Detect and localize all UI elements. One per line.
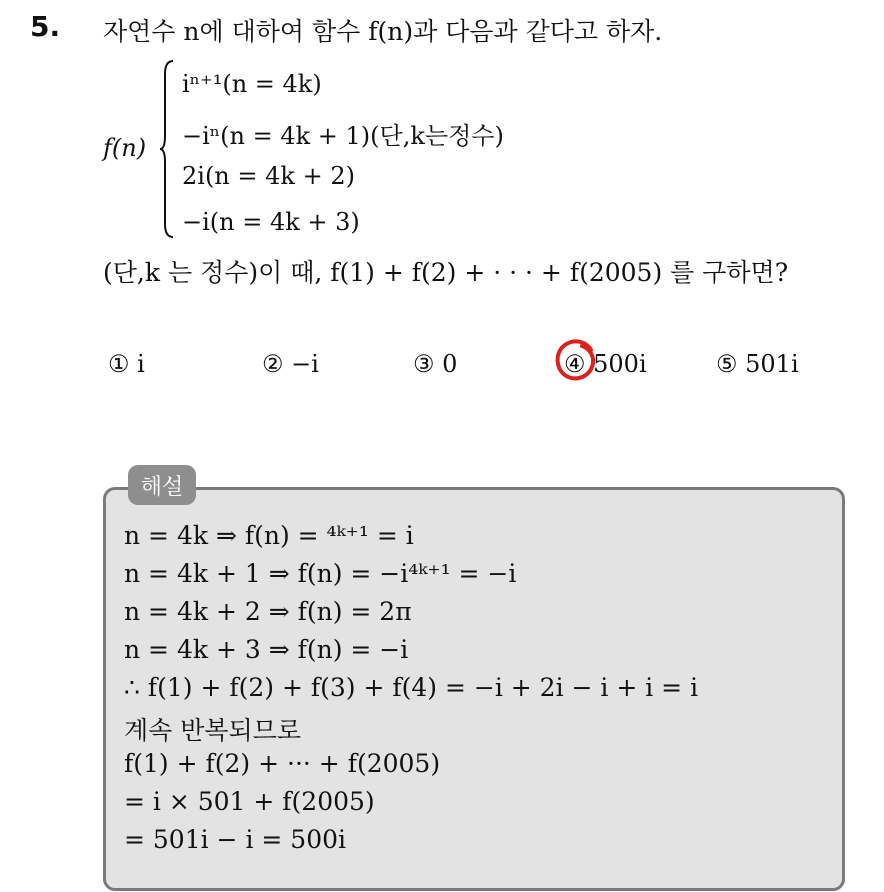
case-line: 2i(n = 4k + 2) <box>182 162 355 190</box>
case-line: −iⁿ(n = 4k + 1)(단,k는정수) <box>182 122 504 150</box>
solution-line: n = 4k + 2 ⇒ f(n) = 2π <box>124 597 412 626</box>
choice-1[interactable]: ① i <box>108 350 145 378</box>
choice-5[interactable]: ⑤ 501i <box>716 350 799 378</box>
solution-line: = 501i − i = 500i <box>124 825 346 854</box>
choice-3[interactable]: ③ 0 <box>413 350 458 378</box>
left-brace <box>160 60 174 238</box>
question-number: 5. <box>30 10 61 43</box>
question-stem: 자연수 n에 대하여 함수 f(n)과 다음과 같다고 하자. <box>103 17 663 46</box>
solution-tag: 해설 <box>128 465 196 505</box>
solution-line: f(1) + f(2) + ··· + f(2005) <box>124 749 441 778</box>
solution-line: = i × 501 + f(2005) <box>124 787 375 816</box>
solution-line: n = 4k ⇒ f(n) = ⁴ᵏ⁺¹ = i <box>124 521 414 550</box>
case-line: iⁿ⁺¹(n = 4k) <box>182 70 322 98</box>
solution-line: ∴ f(1) + f(2) + f(3) + f(4) = −i + 2i − i + i = i <box>124 673 699 702</box>
answer-mark-circle <box>553 338 599 384</box>
choice-2[interactable]: ② −i <box>262 350 319 378</box>
question-condition: (단,k 는 정수)이 때, f(1) + f(2) + · · · + f(2005) 를 구하면? <box>103 258 789 287</box>
choice-4[interactable]: ④ 500i <box>564 350 647 378</box>
case-line: −i(n = 4k + 3) <box>182 208 360 236</box>
solution-line: n = 4k + 1 ⇒ f(n) = −i⁴ᵏ⁺¹ = −i <box>124 559 517 588</box>
function-name: f(n) <box>103 134 147 162</box>
solution-line: 계속 반복되므로 <box>124 716 301 745</box>
solution-line: n = 4k + 3 ⇒ f(n) = −i <box>124 635 409 664</box>
